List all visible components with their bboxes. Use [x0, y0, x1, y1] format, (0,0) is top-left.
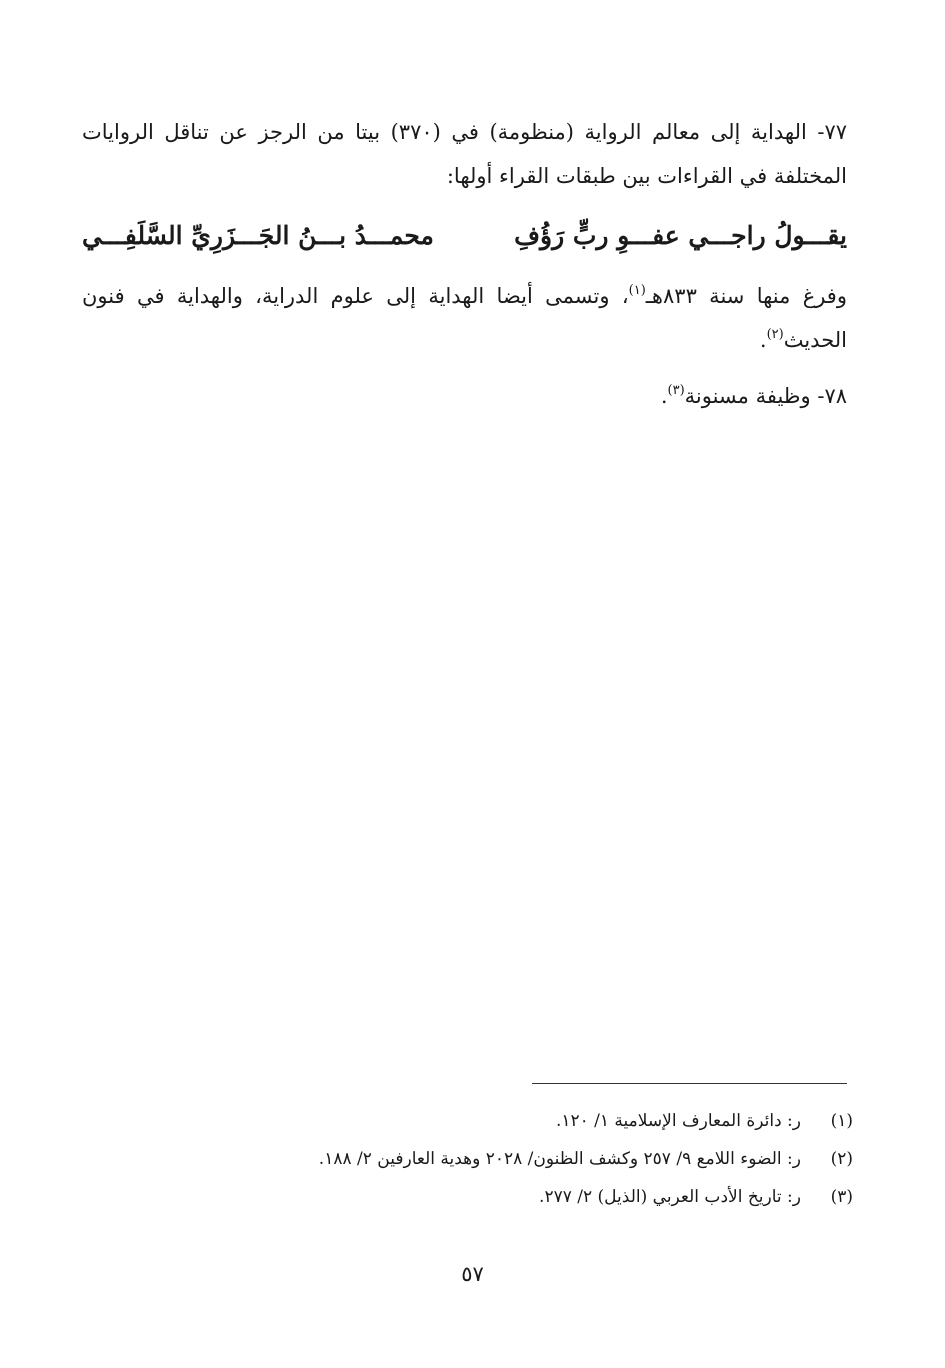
- entry-77-text: ٧٧- الهداية إلى معالم الرواية (منظومة) في (٣٧٠) بيتا من الرجز عن تناقل الروايات المختلفة في القراءات بين طبقات القراء أولها:: [82, 120, 847, 188]
- continuation-text-end: .: [759, 328, 767, 352]
- footnote-1: [153, 1102, 853, 1140]
- entry-77-continuation: [82, 274, 847, 362]
- footnote-text: ر: تاريخ الأدب العربي (الذيل) ٢/ ٢٧٧.: [539, 1187, 801, 1207]
- page-number: ٥٧: [461, 1262, 484, 1286]
- footnote-reference-1[interactable]: (١): [628, 283, 646, 298]
- footnote-2: [153, 1140, 853, 1178]
- continuation-text-middle: ، وتسمى أيضا الهداية إلى علوم الدراية، والهداية في فنون الحديث: [82, 284, 847, 352]
- footnote-text: ر: دائرة المعارف الإسلامية ١/ ١٢٠.: [555, 1111, 801, 1131]
- footnote-number: (١): [830, 1111, 853, 1131]
- footnotes-section: [153, 1102, 853, 1216]
- verse-second-hemistich: محمـــدُ بـــنُ الجَـــزَرِيِّ السَّلَفِـــي: [82, 221, 434, 250]
- entry-78-end: .: [660, 384, 668, 408]
- continuation-text-start: وفرغ منها سنة ٨٣٣هـ: [645, 284, 847, 308]
- footnote-reference-2[interactable]: (٢): [766, 327, 784, 342]
- entry-78-text: ٧٨- وظيفة مسنونة: [684, 384, 847, 408]
- footnote-number: (٣): [830, 1187, 853, 1207]
- footnote-text: ر: الضوء اللامع ٩/ ٢٥٧ وكشف الظنون/ ٢٠٢٨ وهدية العارفين ٢/ ١٨٨.: [318, 1149, 801, 1169]
- footnote-divider: [532, 1083, 847, 1084]
- footnote-reference-3[interactable]: (٣): [667, 383, 685, 398]
- footnote-number: (٢): [830, 1149, 853, 1169]
- entry-77-paragraph: [82, 110, 847, 198]
- entry-78-paragraph: [82, 374, 847, 418]
- footnote-3: [153, 1178, 853, 1216]
- verse-first-hemistich: يقـــولُ راجـــي عفـــوِ ربٍّ رَؤُفِ: [514, 221, 847, 250]
